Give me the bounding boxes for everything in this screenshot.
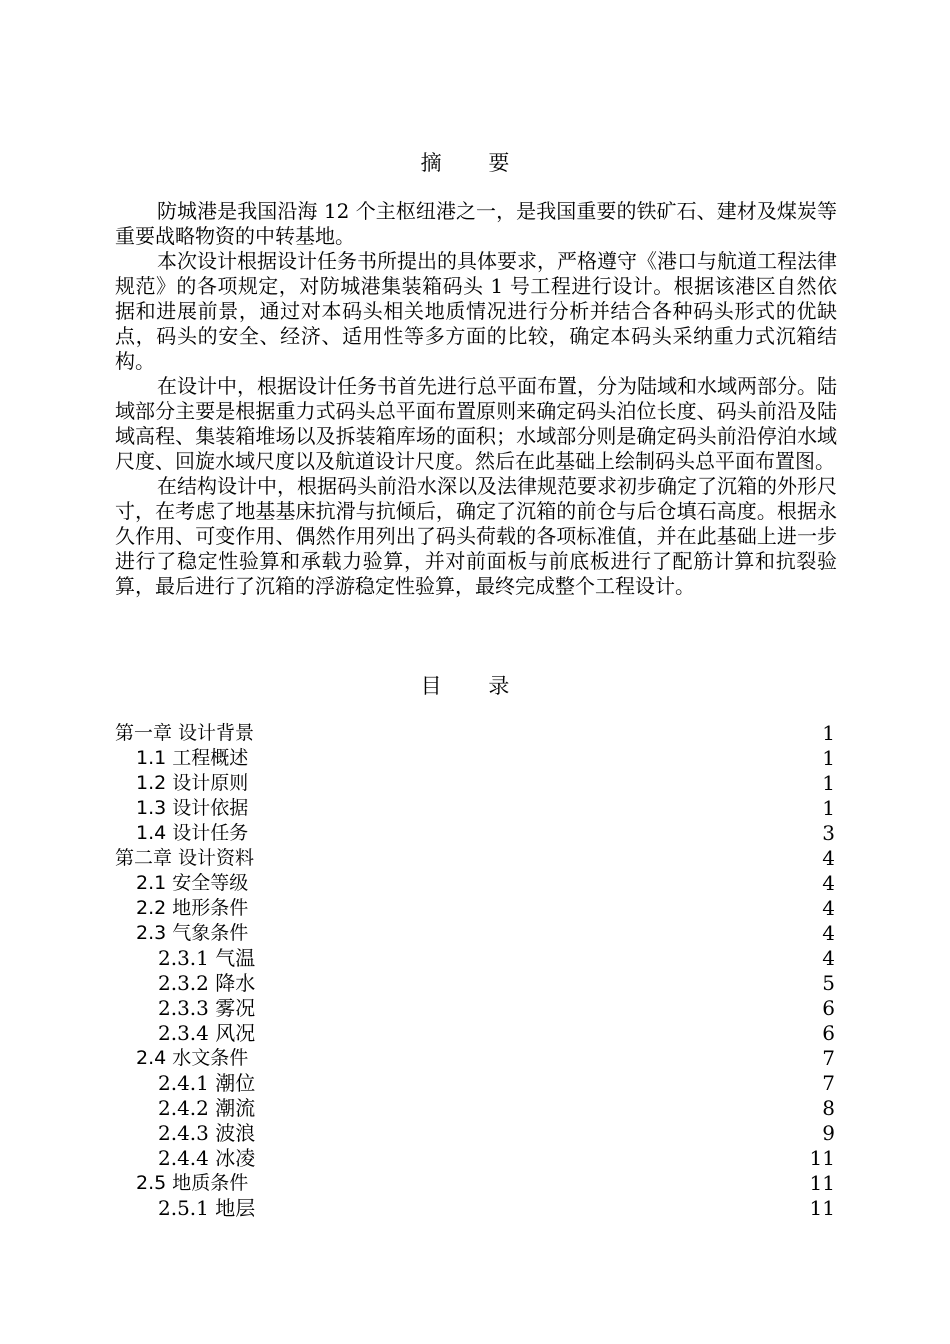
toc-entry[interactable] (115, 896, 835, 921)
toc-entry[interactable] (115, 1046, 835, 1071)
toc-entry[interactable] (115, 846, 835, 871)
toc-entry-label: 2.4 水文条件 (136, 1047, 249, 1069)
toc-entry-page: 7 (822, 1071, 835, 1095)
toc-entry[interactable] (115, 996, 835, 1021)
toc-entry[interactable] (115, 771, 835, 796)
toc-entry-page: 11 (809, 1171, 835, 1195)
toc-title: 目 录 (420, 674, 530, 698)
toc-entry-page: 5 (822, 971, 835, 995)
toc-entry-label: 2.4.2 潮流 (158, 1096, 256, 1120)
abstract-paragraph: 在设计中，根据设计任务书首先进行总平面布置，分为陆域和水域两部分。陆域部分主要是根据重力式码头总平面布置原则来确定码头泊位长度、码头前沿及陆域高程、集装箱堆场以及拆装箱库场的面积；水域部分则是确定码头前沿停泊水域尺度、回旋水域尺度以及航道设计尺度。然后在此基础上绘制码头总平面布置图。 (115, 374, 837, 473)
toc-entry-label: 2.4.4 冰凌 (158, 1146, 256, 1170)
toc-entry-label: 2.5 地质条件 (136, 1172, 249, 1194)
toc-entry-page: 6 (822, 1021, 835, 1045)
toc-entry-page: 1 (822, 771, 835, 795)
toc-entry-label: 第二章 设计资料 (115, 847, 255, 869)
toc-entry-label: 2.4.3 波浪 (158, 1121, 256, 1145)
abstract-paragraph: 本次设计根据设计任务书所提出的具体要求，严格遵守《港口与航道工程法律规范》的各项规定，对防城港集装箱码头 1 号工程进行设计。根据该港区自然依据和进展前景，通过对本码头相关地质情况进行分析并结合各种码头形式的优缺点，码头的安全、经济、适用性等多方面的比较，确定本码头采纳重力式沉箱结构。 (115, 249, 837, 373)
toc-entry-page: 8 (822, 1096, 835, 1120)
toc-entry-label: 1.3 设计依据 (136, 797, 249, 819)
toc-entry-label: 2.3 气象条件 (136, 922, 249, 944)
toc-entry-label: 2.1 安全等级 (136, 872, 249, 894)
toc-entry[interactable] (115, 1096, 835, 1121)
toc-entry-label: 1.2 设计原则 (136, 772, 249, 794)
toc-entry-page: 4 (822, 946, 835, 970)
toc-entry[interactable] (115, 921, 835, 946)
toc-entry[interactable] (115, 721, 835, 746)
toc-entry-label: 2.4.1 潮位 (158, 1071, 256, 1095)
toc-entry-page: 4 (822, 871, 835, 895)
toc-entry-page: 4 (822, 921, 835, 945)
toc-entry[interactable] (115, 746, 835, 771)
toc-entry-label: 2.5.1 地层 (158, 1196, 256, 1220)
toc-entry-label: 2.3.2 降水 (158, 971, 256, 995)
toc-entry[interactable] (115, 821, 835, 846)
abstract-paragraph: 在结构设计中，根据码头前沿水深以及法律规范要求初步确定了沉箱的外形尺寸，在考虑了地基基床抗滑与抗倾后，确定了沉箱的前仓与后仓填石高度。根据永久作用、可变作用、偶然作用列出了码头荷载的各项标准值，并在此基础上进一步进行了稳定性验算和承载力验算，并对前面板与前底板进行了配筋计算和抗裂验算，最后进行了沉箱的浮游稳定性验算，最终完成整个工程设计。 (115, 474, 837, 598)
toc-entry[interactable] (115, 871, 835, 896)
toc-entry[interactable] (115, 1021, 835, 1046)
toc-entry[interactable] (115, 1171, 835, 1196)
abstract-paragraph: 防城港是我国沿海 12 个主枢纽港之一，是我国重要的铁矿石、建材及煤炭等重要战略物资的中转基地。 (115, 199, 837, 248)
toc-entry-page: 7 (822, 1046, 835, 1070)
toc-entry[interactable] (115, 796, 835, 821)
toc-entry-label: 1.4 设计任务 (136, 822, 249, 844)
toc-entry-page: 6 (822, 996, 835, 1020)
toc-entry[interactable] (115, 1146, 835, 1171)
toc-entry-label: 2.2 地形条件 (136, 897, 249, 919)
toc-entry-page: 4 (822, 896, 835, 920)
toc-entry-label: 第一章 设计背景 (115, 722, 255, 744)
toc-entry-label: 2.3.3 雾况 (158, 996, 256, 1020)
abstract-title: 摘 要 (420, 151, 530, 175)
toc-entry-page: 11 (809, 1146, 835, 1170)
toc-entry-label: 2.3.4 风况 (158, 1021, 256, 1045)
toc-entry-page: 4 (822, 846, 835, 870)
toc-entry-page: 1 (822, 721, 835, 745)
toc-entry[interactable] (115, 946, 835, 971)
toc-entry[interactable] (115, 1196, 835, 1221)
toc-entry-page: 9 (822, 1121, 835, 1145)
toc-entry-page: 11 (809, 1196, 835, 1220)
toc-entry-label: 2.3.1 气温 (158, 946, 256, 970)
toc-entry-page: 1 (822, 796, 835, 820)
toc-entry[interactable] (115, 971, 835, 996)
toc-entry-page: 3 (822, 821, 835, 845)
table-of-contents (115, 721, 835, 1221)
toc-entry-page: 1 (822, 746, 835, 770)
abstract-body (115, 199, 837, 599)
toc-entry[interactable] (115, 1121, 835, 1146)
toc-entry-label: 1.1 工程概述 (136, 747, 249, 769)
toc-entry[interactable] (115, 1071, 835, 1096)
